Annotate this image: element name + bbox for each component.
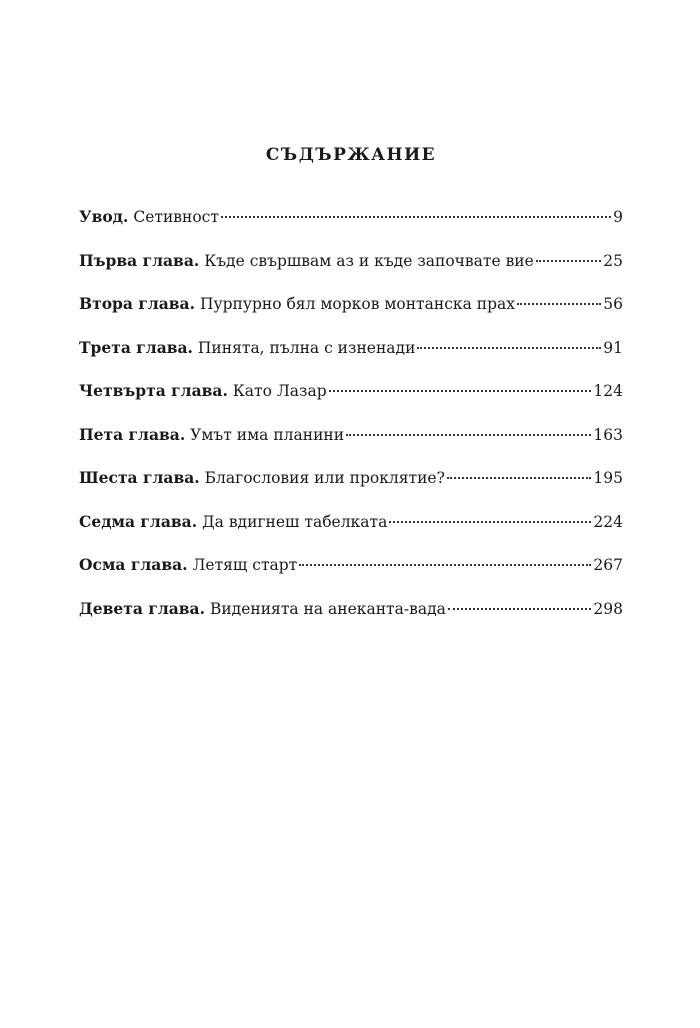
- toc-entry-label: [79, 467, 445, 489]
- toc-page-number: 195: [593, 469, 623, 487]
- toc-page-number: 224: [593, 512, 623, 531]
- toc-chapter-label: Пета глава.: [79, 424, 186, 444]
- toc-page-number: 91: [603, 338, 623, 357]
- toc-entry-title: Летящ старт: [192, 556, 298, 574]
- toc-entry-title: Да вдигнеш табелката: [202, 512, 388, 531]
- toc-page-number: 124: [593, 382, 623, 400]
- toc-leader-dots: [447, 477, 592, 479]
- toc-chapter-label: Втора глава.: [79, 294, 196, 313]
- toc-leader-dots: [517, 303, 601, 305]
- toc-leader-dots: [299, 564, 591, 566]
- toc-leader-dots: [221, 216, 611, 218]
- toc-entry-title: Сетивност: [133, 208, 219, 226]
- toc-entry: [79, 598, 623, 619]
- toc-chapter-label: Увод.: [79, 207, 129, 226]
- toc-list: [79, 206, 623, 619]
- toc-entry: [79, 206, 623, 227]
- toc-entry: [79, 337, 623, 358]
- toc-chapter-label: Първа глава.: [79, 250, 200, 270]
- toc-entry-title: Виденията на анеканта-вада: [209, 599, 446, 618]
- toc-entry-title: Пинята, пълна с изненади: [197, 338, 416, 357]
- toc-chapter-label: Трета глава.: [79, 337, 193, 357]
- toc-entry-label: [79, 250, 534, 272]
- toc-page-number: 25: [603, 251, 623, 270]
- toc-leader-dots: [346, 434, 591, 436]
- toc-entry-label: [79, 554, 297, 576]
- toc-entry: [79, 380, 623, 401]
- toc-entry: [79, 467, 623, 488]
- toc-chapter-label: Осма глава.: [79, 555, 188, 574]
- toc-page-number: 56: [603, 295, 623, 313]
- toc-leader-dots: [417, 347, 601, 349]
- toc-entry: [79, 293, 623, 314]
- toc-page-number: 163: [593, 425, 623, 444]
- toc-entry-title: Като Лазар: [232, 382, 327, 400]
- toc-entry-label: [79, 337, 415, 359]
- toc-entry-title: Къде свършвам аз и къде започвате вие: [204, 251, 534, 270]
- toc-entry-label: [79, 511, 387, 533]
- toc-chapter-label: Седма глава.: [79, 511, 198, 531]
- toc-page-number: 267: [593, 556, 623, 574]
- toc-leader-dots: [536, 260, 601, 262]
- toc-entry-title: Умът има планини: [190, 425, 345, 444]
- toc-page-number: 9: [613, 208, 623, 226]
- toc-leader-dots: [448, 608, 592, 610]
- toc-entry: [79, 424, 623, 445]
- toc-entry-label: [79, 293, 515, 315]
- toc-title: СЪДЪРЖАНИЕ: [265, 145, 437, 165]
- toc-chapter-label: Четвърта глава.: [79, 381, 228, 400]
- toc-leader-dots: [389, 521, 591, 523]
- toc-entry: [79, 554, 623, 575]
- toc-entry-label: [79, 424, 344, 446]
- toc-entry-label: [79, 598, 446, 620]
- toc-entry-title: Благословия или проклятие?: [204, 469, 445, 487]
- toc-entry: [79, 250, 623, 271]
- toc-leader-dots: [329, 390, 592, 392]
- toc-chapter-label: Шеста глава.: [79, 468, 200, 487]
- toc-chapter-label: Девета глава.: [79, 598, 205, 618]
- toc-entry: [79, 511, 623, 532]
- toc-page-number: 298: [593, 599, 623, 618]
- toc-entry-label: [79, 380, 327, 402]
- toc-entry-title: Пурпурно бял морков монтанска прах: [199, 295, 515, 313]
- toc-entry-label: [79, 206, 219, 228]
